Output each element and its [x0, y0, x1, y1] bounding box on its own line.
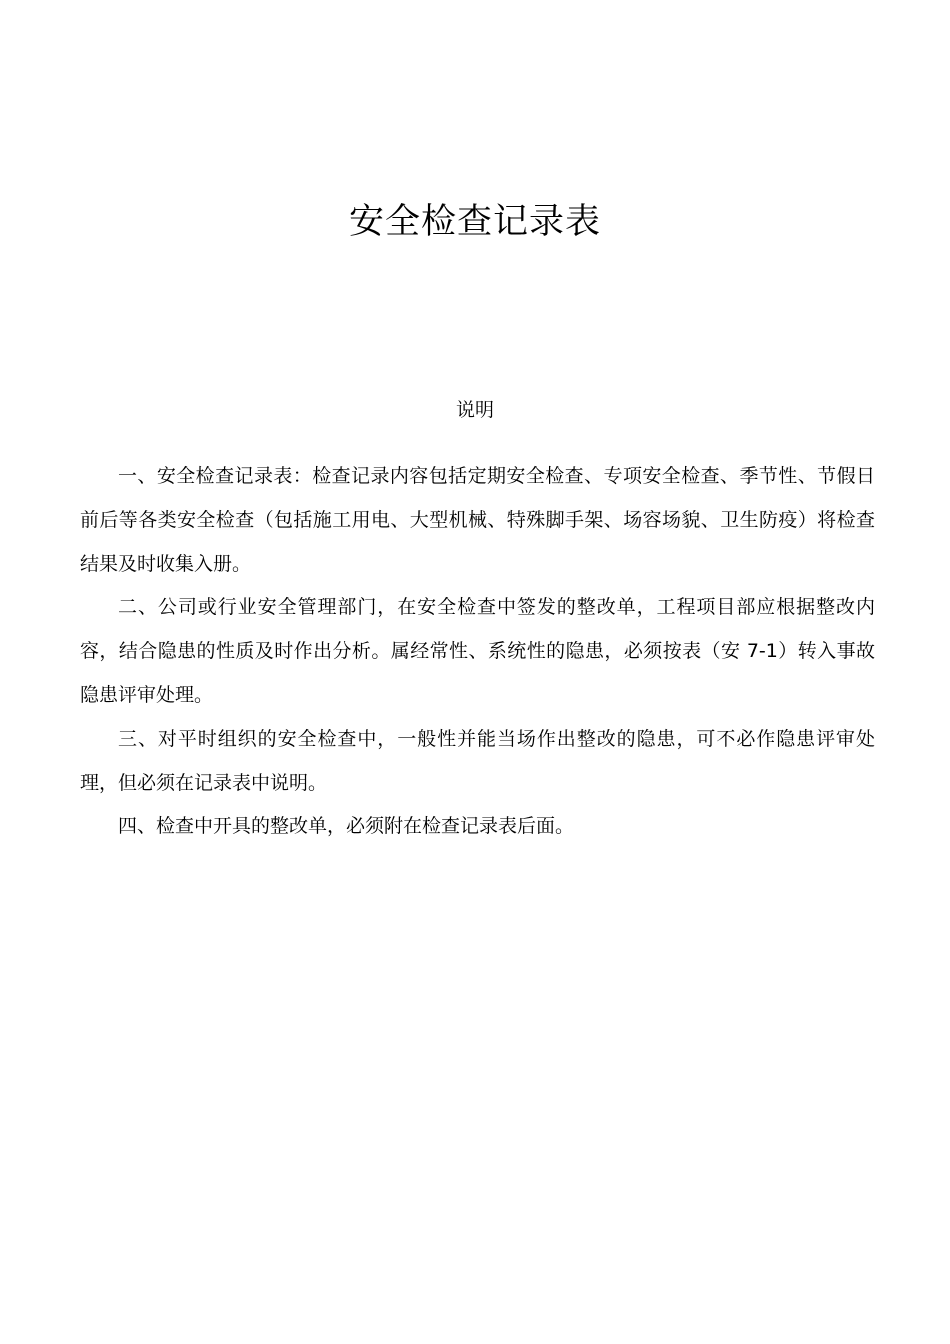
document-body	[80, 455, 875, 849]
paragraph-2: 二、公司或行业安全管理部门，在安全检查中签发的整改单，工程项目部应根据整改内容，结合隐患的性质及时作出分析。属经常性、系统性的隐患，必须按表（安 7-1）转入事故隐患评审处理。	[80, 596, 875, 706]
document-title: 安全检查记录表	[348, 202, 601, 242]
paragraph-1: 一、安全检查记录表：检查记录内容包括定期安全检查、专项安全检查、季节性、节假日前后等各类安全检查（包括施工用电、大型机械、特殊脚手架、场容场貌、卫生防疫）将检查结果及时收集入册。	[80, 465, 875, 575]
section-heading: 说明	[455, 399, 494, 421]
paragraph-3: 三、对平时组织的安全检查中，一般性并能当场作出整改的隐患，可不必作隐患评审处理，但必须在记录表中说明。	[80, 727, 875, 794]
paragraph-4: 四、检查中开具的整改单，必须附在检查记录表后面。	[118, 815, 575, 838]
